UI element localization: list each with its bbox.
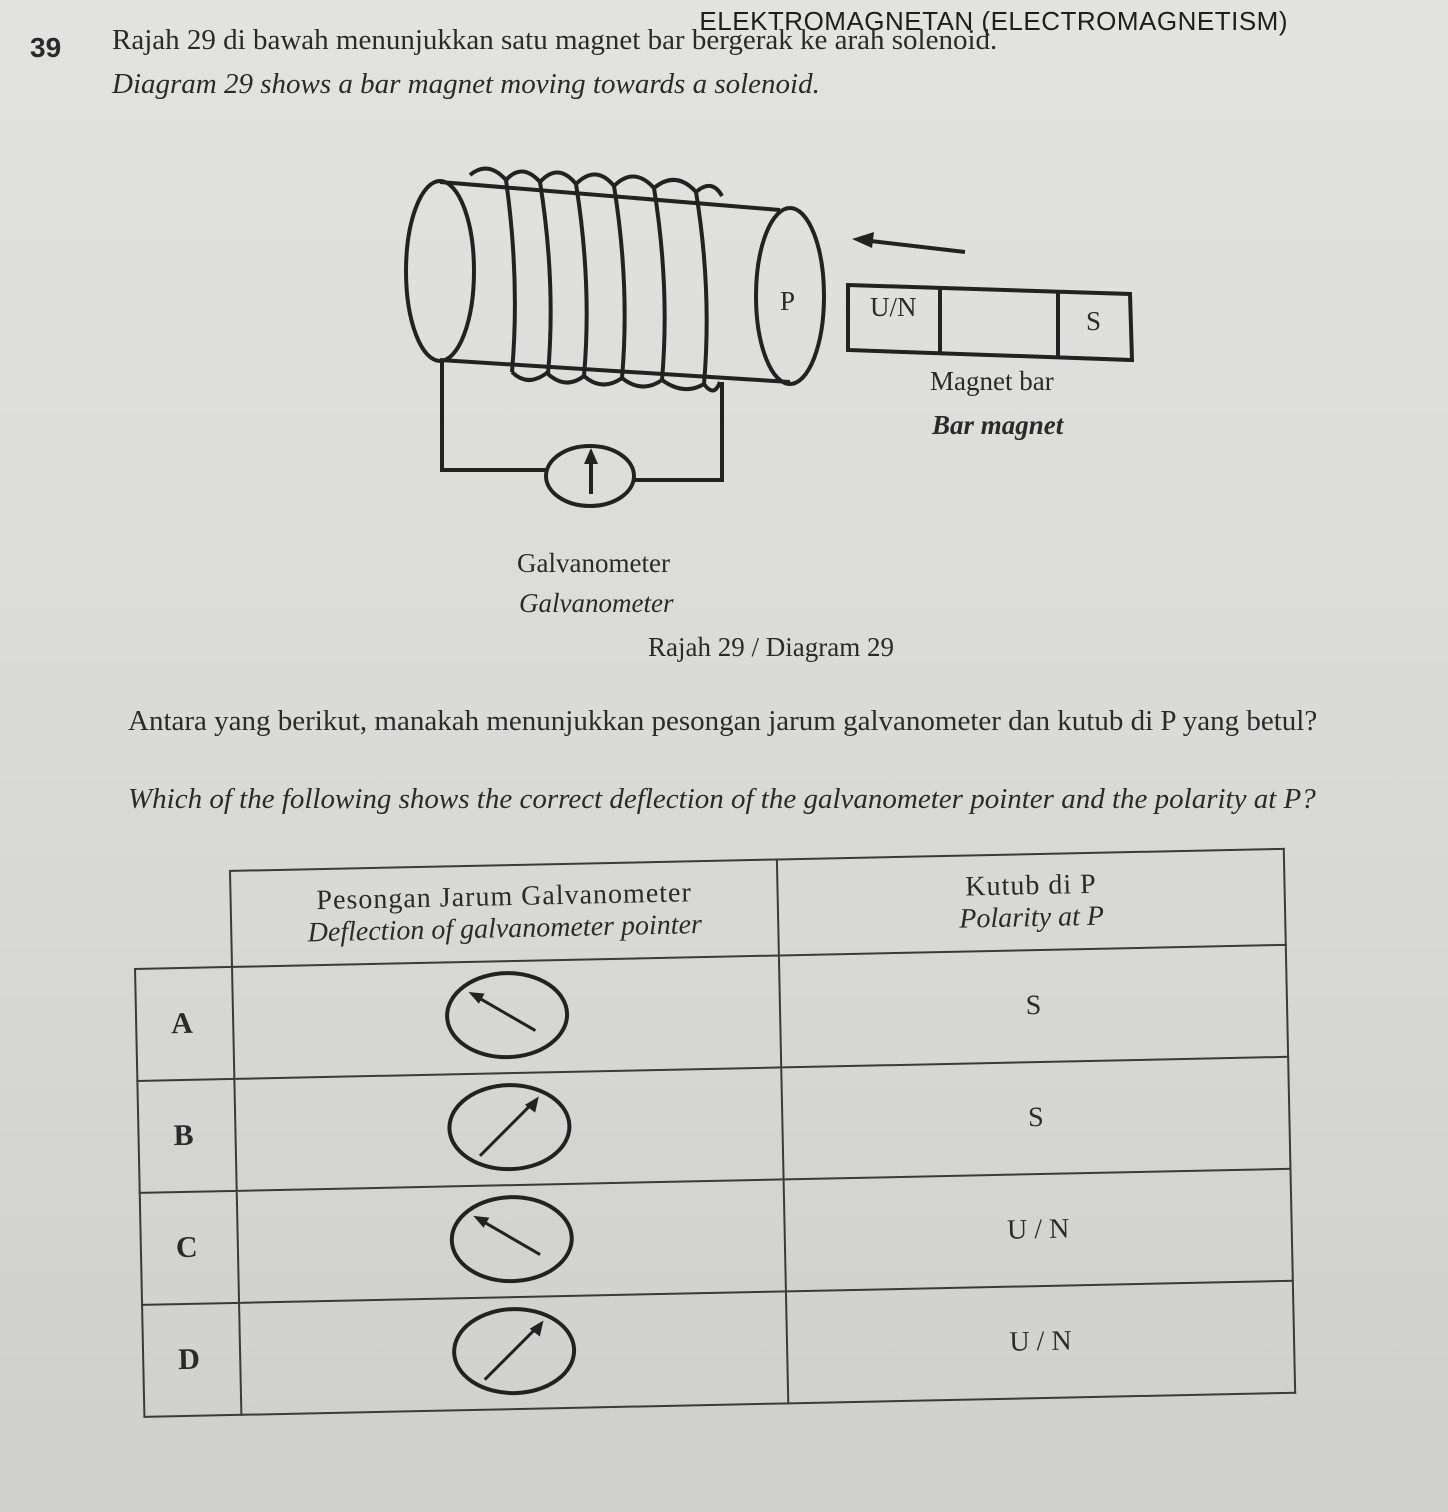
galvanometer-label-malay: Galvanometer	[517, 548, 670, 578]
option-a-dial	[232, 955, 781, 1078]
coil-turn	[614, 176, 665, 380]
coil-turn	[470, 169, 515, 372]
galvanometer-right-deflection-icon	[443, 1299, 585, 1402]
option-d-dial	[239, 1291, 788, 1414]
coil-turn	[696, 186, 722, 196]
question-stem-english: Diagram 29 shows a bar magnet moving towards a solenoid.	[112, 68, 820, 100]
coil-turn	[622, 378, 662, 387]
header-deflection-english: Deflection of galvanometer pointer	[307, 909, 703, 949]
diagram-caption: Rajah 29 / Diagram 29	[648, 632, 894, 662]
magnet-label-malay: Magnet bar	[930, 366, 1054, 396]
coil-turn	[576, 174, 625, 378]
header-deflection-malay: Pesongan Jarum Galvanometer	[316, 877, 693, 917]
circuit-wire	[632, 382, 722, 480]
magnet-north-label: U/N	[870, 292, 917, 322]
question-number: 39	[30, 32, 62, 63]
option-c-dial	[237, 1179, 786, 1302]
question-ask-malay: Antara yang berikut, manakah menunjukkan pesongan jarum galvanometer dan kutub di P yang betul?	[128, 705, 1318, 737]
galvanometer-label-english: Galvanometer	[519, 588, 674, 618]
solenoid-bottom-edge	[440, 360, 790, 382]
chapter-header: ELEKTROMAGNETAN (ELECTROMAGNETISM)	[699, 6, 1288, 36]
option-letter: B	[137, 1079, 236, 1193]
coil-turn	[662, 380, 704, 389]
coil-turn	[512, 372, 548, 380]
motion-arrow-head	[852, 232, 874, 248]
header-polarity	[777, 849, 1286, 956]
header-deflection	[230, 859, 779, 966]
option-a-polarity: S	[779, 945, 1288, 1068]
option-c-polarity: U / N	[784, 1169, 1293, 1292]
options-table	[132, 848, 1296, 1418]
coil-turn	[548, 374, 584, 383]
option-letter: C	[140, 1191, 239, 1305]
solenoid-left-end	[406, 181, 474, 361]
galvanometer-left-deflection-icon	[436, 963, 578, 1066]
magnet-south-label: S	[1086, 306, 1102, 336]
magnet-label-english: Bar magnet	[932, 410, 1064, 440]
option-letter: D	[142, 1303, 241, 1417]
solenoid-diagram	[0, 0, 1448, 700]
header-polarity-malay: Kutub di P	[964, 868, 1097, 903]
galvanometer-left-deflection-icon	[440, 1187, 582, 1290]
header-polarity-english: Polarity at P	[959, 900, 1105, 935]
coil-turn	[704, 382, 720, 391]
option-letter: A	[135, 967, 234, 1081]
coil-turn	[584, 376, 622, 385]
diagram-29	[0, 0, 1448, 700]
question-stem-malay: Rajah 29 di bawah menunjukkan satu magnet bar bergerak ke arah solenoid.	[112, 24, 998, 56]
solenoid-top-edge	[440, 182, 780, 210]
option-d-polarity: U / N	[786, 1281, 1295, 1404]
motion-arrow	[862, 240, 965, 252]
galvanometer-pointer-head	[584, 448, 598, 464]
coil-turn	[540, 172, 587, 376]
question-ask-english: Which of the following shows the correct deflection of the galvanometer pointer and the polarity at P?	[128, 783, 1316, 815]
option-row-d[interactable]	[142, 1281, 1295, 1417]
galvanometer-right-deflection-icon	[438, 1075, 580, 1178]
table-corner	[133, 871, 232, 969]
point-p-label: P	[780, 286, 796, 316]
option-b-polarity: S	[781, 1057, 1290, 1180]
option-b-dial	[234, 1067, 783, 1190]
